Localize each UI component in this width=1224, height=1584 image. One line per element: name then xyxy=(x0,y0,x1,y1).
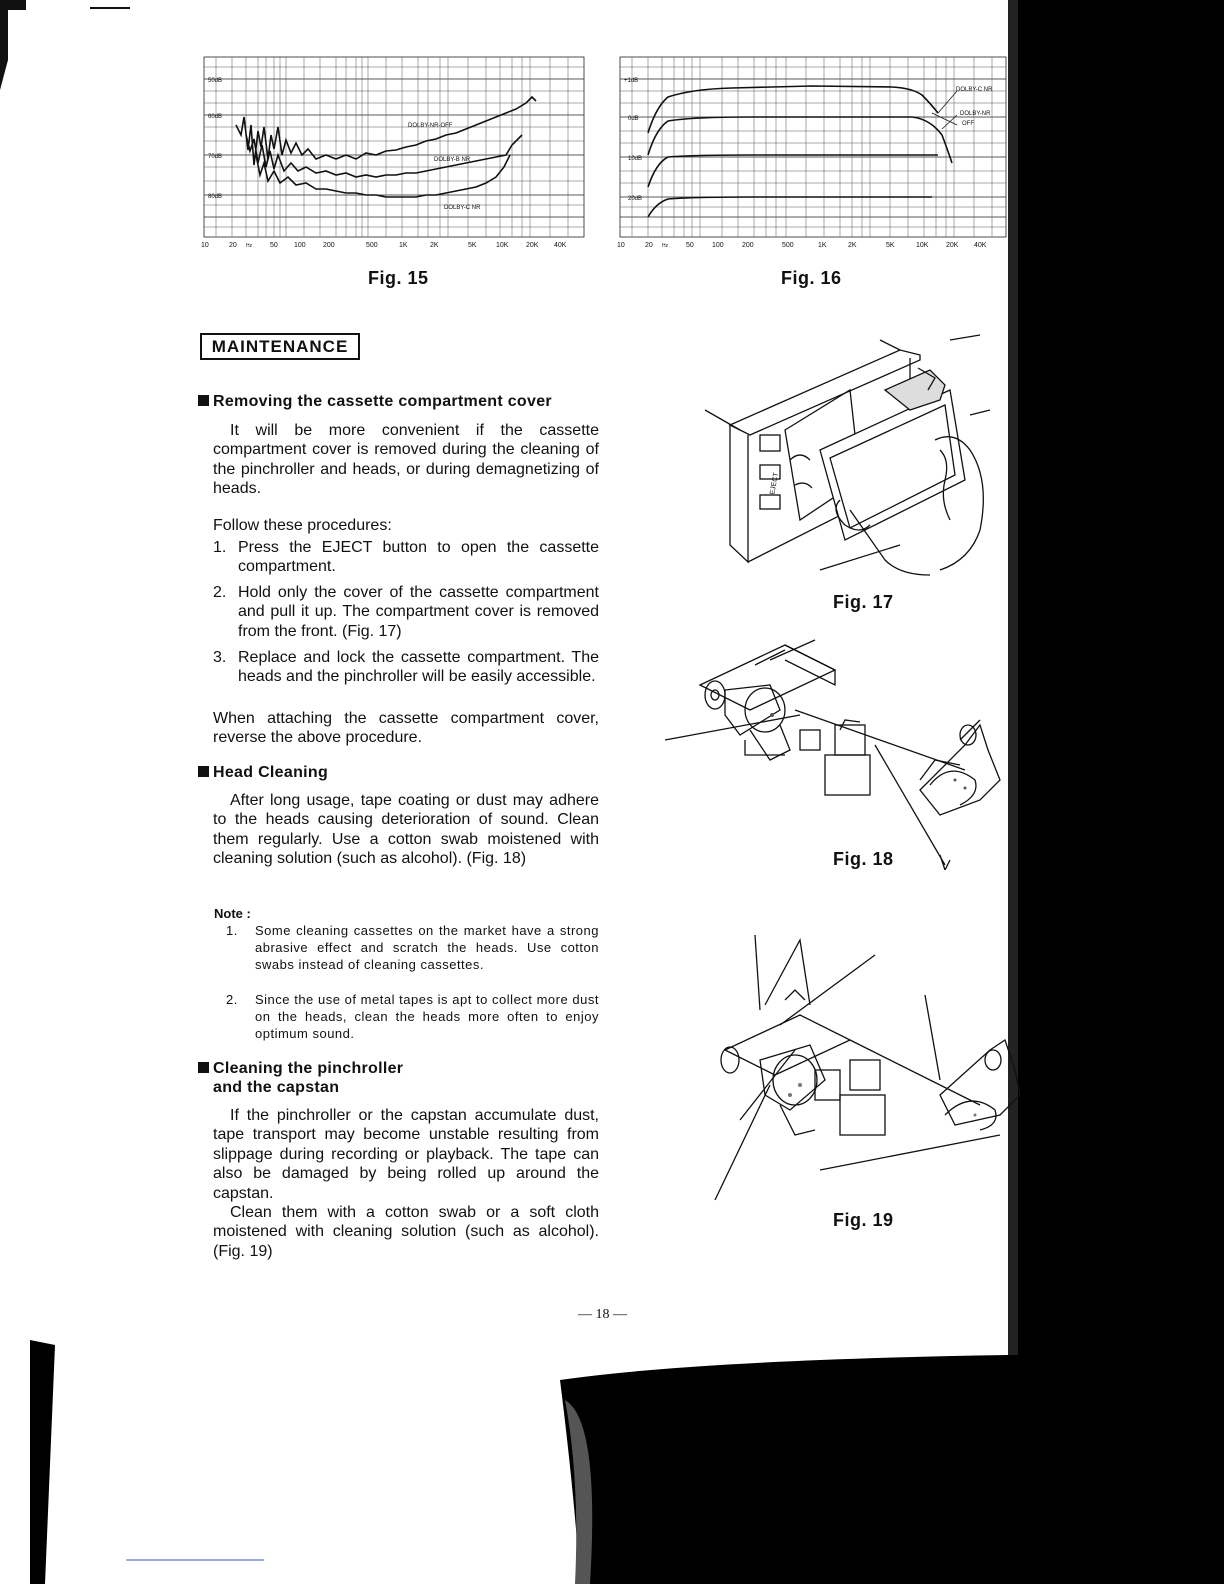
section-title: MAINTENANCE xyxy=(200,333,360,360)
fig17-illustration xyxy=(700,330,1000,595)
fig19-caption: Fig. 19 xyxy=(833,1210,894,1230)
step-3-text: Replace and lock the cassette compartment. The heads and the pinchroller will be easily accessible. xyxy=(238,649,599,686)
fig15-ylabel-80: 80dB xyxy=(208,194,223,200)
fig16-x-20k: 20K xyxy=(946,242,959,249)
heading-remove-cover-text: Removing the cassette compartment cover xyxy=(213,393,552,410)
step-2-text: Hold only the cover of the cassette compartment and pull it up. The compartment cover is removed from the front. (Fig. 17) xyxy=(238,584,599,640)
fig15-x-100: 100 xyxy=(294,242,306,249)
fig15-x-200: 200 xyxy=(323,242,335,249)
note-2-number: 2. xyxy=(226,992,238,1007)
page-number: — 18 — xyxy=(578,1307,627,1322)
fig16-x-1k: 1K xyxy=(818,242,827,249)
bullet-square-icon xyxy=(198,395,209,406)
fig15-x-1k: 1K xyxy=(399,242,408,249)
heading-pinchroller-line1: Cleaning the pinchroller xyxy=(213,1060,404,1077)
fig16-ylabel-0: 0dB xyxy=(628,116,639,122)
fig16-x-hz: Hz xyxy=(662,243,669,249)
fig16-ylabel-20: 20dB xyxy=(628,196,643,202)
heading-remove-cover xyxy=(198,393,552,411)
fig15-x-40k: 40K xyxy=(554,242,567,249)
pinchroller-para-1: If the pinchroller or the capstan accumulate dust, tape transport may become unstable resulting from slippage during recording or playback. The tape can also be damaged by being rolled up around the capstan. xyxy=(213,1107,599,1202)
fig15-x-10: 10 xyxy=(201,242,209,249)
step-3 xyxy=(213,648,599,708)
fig17-eject-label: EJECT xyxy=(769,472,781,496)
heading-pinchroller xyxy=(198,1060,403,1078)
fig16-x-500: 500 xyxy=(782,242,794,249)
fig15-x-5k: 5K xyxy=(468,242,477,249)
fig15-curve-b: DOLBY-B NR xyxy=(434,157,471,163)
pinchroller-para-2: Clean them with a cotton swab or a soft cloth moistened with cleaning solution (such as alcohol). (Fig. 19) xyxy=(213,1204,599,1260)
fig16-caption: Fig. 16 xyxy=(781,268,842,288)
fig15-x-2k: 2K xyxy=(430,242,439,249)
fig16-ylabel-plus1: +1dB xyxy=(624,78,639,84)
heading-pinchroller-line2: and the capstan xyxy=(213,1079,340,1096)
fig15-curve-c: DOLBY-C NR xyxy=(444,205,481,211)
fig19-illustration xyxy=(700,920,1022,1205)
note-1 xyxy=(226,922,599,992)
remove-cover-closing: When attaching the cassette compartment cover, reverse the above procedure. xyxy=(213,710,599,747)
fig17-caption: Fig. 17 xyxy=(833,592,894,612)
remove-cover-intro: It will be more convenient if the cassette compartment cover is removed during the cleaning of the pinchroller and heads, or during demagnetizing of heads. xyxy=(213,422,599,498)
fig15-x-20: 20 xyxy=(229,242,237,249)
note-label: Note : xyxy=(214,906,251,921)
step-3-number: 3. xyxy=(213,649,227,666)
fig15-x-hz: Hz xyxy=(246,243,253,249)
fig15-x-50: 50 xyxy=(270,242,278,249)
heading-head-cleaning xyxy=(198,764,328,782)
note-2 xyxy=(226,991,599,1045)
fig15-ylabel-50: 50dB xyxy=(208,78,223,84)
note-1-text: Some cleaning cassettes on the market have a strong abrasive effect and scratch the heads. Use cotton swabs instead of cleaning cassettes. xyxy=(255,923,599,973)
head-cleaning-body: After long usage, tape coating or dust may adhere to the heads causing deterioration of sound. Clean them regularly. Use a cotton swab moistened with cleaning solution (such as alcohol). (Fig. 18) xyxy=(213,792,599,868)
note-1-number: 1. xyxy=(226,923,238,938)
step-1 xyxy=(213,538,599,578)
fig16-x-5k: 5K xyxy=(886,242,895,249)
step-2 xyxy=(213,583,599,643)
follow-procedures: Follow these procedures: xyxy=(213,517,392,534)
fig16-curve-off: OFF xyxy=(962,121,974,127)
fig16-x-100: 100 xyxy=(712,242,724,249)
step-2-number: 2. xyxy=(213,584,227,601)
bullet-square-icon xyxy=(198,766,209,777)
fig16-x-200: 200 xyxy=(742,242,754,249)
fig18-caption: Fig. 18 xyxy=(833,849,894,869)
fig16-x-2k: 2K xyxy=(848,242,857,249)
step-1-text: Press the EJECT button to open the cassette compartment. xyxy=(238,539,599,576)
fig16-curve-nr: DOLBY-NR xyxy=(960,111,991,117)
fig16-x-10k: 10K xyxy=(916,242,929,249)
fig15-curve-off: DOLBY-NR-OFF xyxy=(408,123,453,129)
fig15-ylabel-70: 70dB xyxy=(208,154,223,160)
fig15-x-20k: 20K xyxy=(526,242,539,249)
bullet-square-icon xyxy=(198,1062,209,1073)
heading-head-cleaning-text: Head Cleaning xyxy=(213,764,329,781)
fig15-graph xyxy=(196,55,588,255)
fig16-graph xyxy=(612,55,1008,255)
fig15-x-10k: 10K xyxy=(496,242,509,249)
fig15-x-500: 500 xyxy=(366,242,378,249)
fig16-ylabel-10: 10dB xyxy=(628,156,643,162)
fig16-x-20: 20 xyxy=(645,242,653,249)
fig18-illustration xyxy=(660,630,1005,870)
fig16-x-40k: 40K xyxy=(974,242,987,249)
fig16-curve-c: DOLBY-C NR xyxy=(956,87,993,93)
step-1-number: 1. xyxy=(213,539,227,556)
fig16-x-10: 10 xyxy=(617,242,625,249)
note-2-text: Since the use of metal tapes is apt to collect more dust on the heads, clean the heads more often to enjoy optimum sound. xyxy=(255,992,599,1042)
fig16-x-50: 50 xyxy=(686,242,694,249)
fig15-ylabel-60: 60dB xyxy=(208,114,223,120)
fig15-caption: Fig. 15 xyxy=(368,268,429,288)
